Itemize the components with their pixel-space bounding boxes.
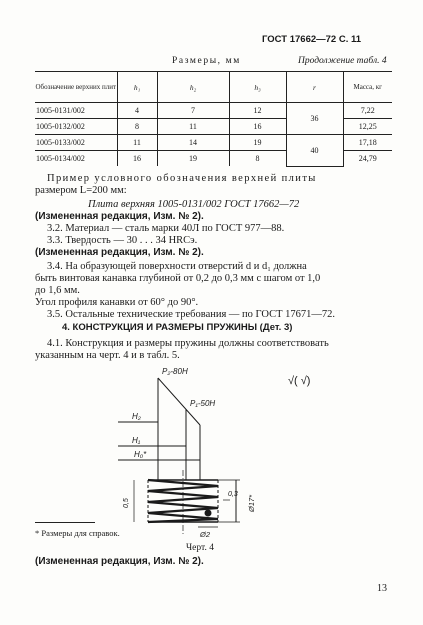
col-header-h1: h₁ bbox=[117, 72, 157, 103]
cell-h1: 8 bbox=[117, 119, 157, 135]
cell-mark: 1005-0131/002 bbox=[35, 103, 117, 119]
cell-h3: 12 bbox=[229, 103, 286, 119]
table-continuation: Продолжение табл. 4 bbox=[298, 56, 387, 66]
cell-h2: 11 bbox=[157, 119, 229, 135]
page-number: 13 bbox=[377, 583, 387, 594]
wire-diameter-label: Ø2 bbox=[200, 530, 211, 539]
right-dimension-label: 0,3 bbox=[228, 491, 238, 498]
col-header-r: r bbox=[286, 72, 343, 103]
example-line-2: размером L=200 мм: bbox=[35, 185, 127, 196]
para-3-4-line-3: до 1,6 мм. bbox=[35, 285, 80, 296]
cell-mass: 24,79 bbox=[343, 151, 392, 167]
cell-mark: 1005-0132/002 bbox=[35, 119, 117, 135]
cell-mark: 1005-0133/002 bbox=[35, 135, 117, 151]
dimensions-table bbox=[35, 71, 392, 167]
example-line-1: Пример условного обозначения верхней плиты bbox=[47, 173, 317, 184]
force-p1-label: P₁-50Н bbox=[190, 399, 216, 408]
cell-mass: 12,25 bbox=[343, 119, 392, 135]
cell-h2: 7 bbox=[157, 103, 229, 119]
roughness-icon: √( √) bbox=[288, 375, 311, 387]
figure-caption: Черт. 4 bbox=[186, 543, 214, 553]
force-p2-label: P₂-80Н bbox=[162, 367, 188, 376]
para-3-4-line-1: 3.4. На образующей поверхности отверстий d и d₁ должна bbox=[47, 261, 307, 272]
table-caption: Размеры, мм bbox=[172, 56, 241, 66]
changed-edition-2: (Измененная редакция, Изм. № 2). bbox=[35, 247, 204, 258]
changed-edition-1: (Измененная редакция, Изм. № 2). bbox=[35, 211, 204, 222]
left-dimension-label: 0,5 bbox=[123, 498, 130, 508]
designation-line: Плита верхняя 1005-0131/002 ГОСТ 17662—72 bbox=[88, 199, 300, 210]
wire-section-icon bbox=[205, 510, 212, 517]
table-header-row bbox=[35, 72, 392, 103]
h2-label: H₂ bbox=[132, 412, 141, 421]
footnote-rule bbox=[35, 522, 95, 523]
spring-drawing bbox=[90, 362, 350, 552]
para-3-5: 3.5. Остальные технические требования — по ГОСТ 17671—72. bbox=[47, 309, 335, 320]
cell-r: 40 bbox=[286, 135, 343, 167]
h0-label: H₀* bbox=[134, 450, 147, 459]
para-3-4-line-2: быть винтовая канавка глубиной от 0,2 до 0,3 мм с шагом от 1,0 bbox=[35, 273, 321, 284]
para-4-1-line-1: 4.1. Конструкция и размеры пружины должны соответствовать bbox=[47, 338, 329, 349]
col-header-mass: Масса, кг bbox=[343, 72, 392, 103]
table-row bbox=[35, 103, 392, 119]
para-4-1-line-2: указанным на черт. 4 и в табл. 5. bbox=[35, 350, 180, 361]
outer-diameter-label: Ø17* bbox=[247, 494, 256, 512]
cell-h2: 19 bbox=[157, 151, 229, 167]
cell-r: 36 bbox=[286, 103, 343, 135]
col-header-h2: h₂ bbox=[157, 72, 229, 103]
h1-label: H₁ bbox=[132, 436, 141, 445]
cell-h1: 4 bbox=[117, 103, 157, 119]
cell-mark: 1005-0134/002 bbox=[36, 154, 85, 163]
cell-mass: 17,18 bbox=[343, 135, 392, 151]
cell-h3: 19 bbox=[229, 135, 286, 151]
col-header-mark: Обозначение верхних плит bbox=[35, 72, 117, 103]
para-3-3: 3.3. Твердость — 30 . . . 34 HRCэ. bbox=[47, 235, 198, 246]
cell-h1: 11 bbox=[117, 135, 157, 151]
table-row bbox=[35, 135, 392, 151]
col-header-h3: h₃ bbox=[229, 72, 286, 103]
cell-h1: 16 bbox=[117, 151, 157, 167]
standard-header: ГОСТ 17662—72 С. 11 bbox=[262, 34, 362, 45]
cell-h2: 14 bbox=[157, 135, 229, 151]
footnote: * Размеры для справок. bbox=[35, 528, 120, 538]
cell-h3: 16 bbox=[229, 119, 286, 135]
para-3-4-line-4: Угол профиля канавки от 60° до 90°. bbox=[35, 297, 199, 308]
cell-mass: 7,22 bbox=[343, 103, 392, 119]
section-4-heading: 4. КОНСТРУКЦИЯ И РАЗМЕРЫ ПРУЖИНЫ (Дет. 3) bbox=[62, 322, 293, 333]
para-3-2: 3.2. Материал — сталь марки 40Л по ГОСТ 977—88. bbox=[47, 223, 285, 234]
changed-edition-3: (Измененная редакция, Изм. № 2). bbox=[35, 556, 204, 567]
cell-h3: 8 bbox=[229, 151, 286, 167]
